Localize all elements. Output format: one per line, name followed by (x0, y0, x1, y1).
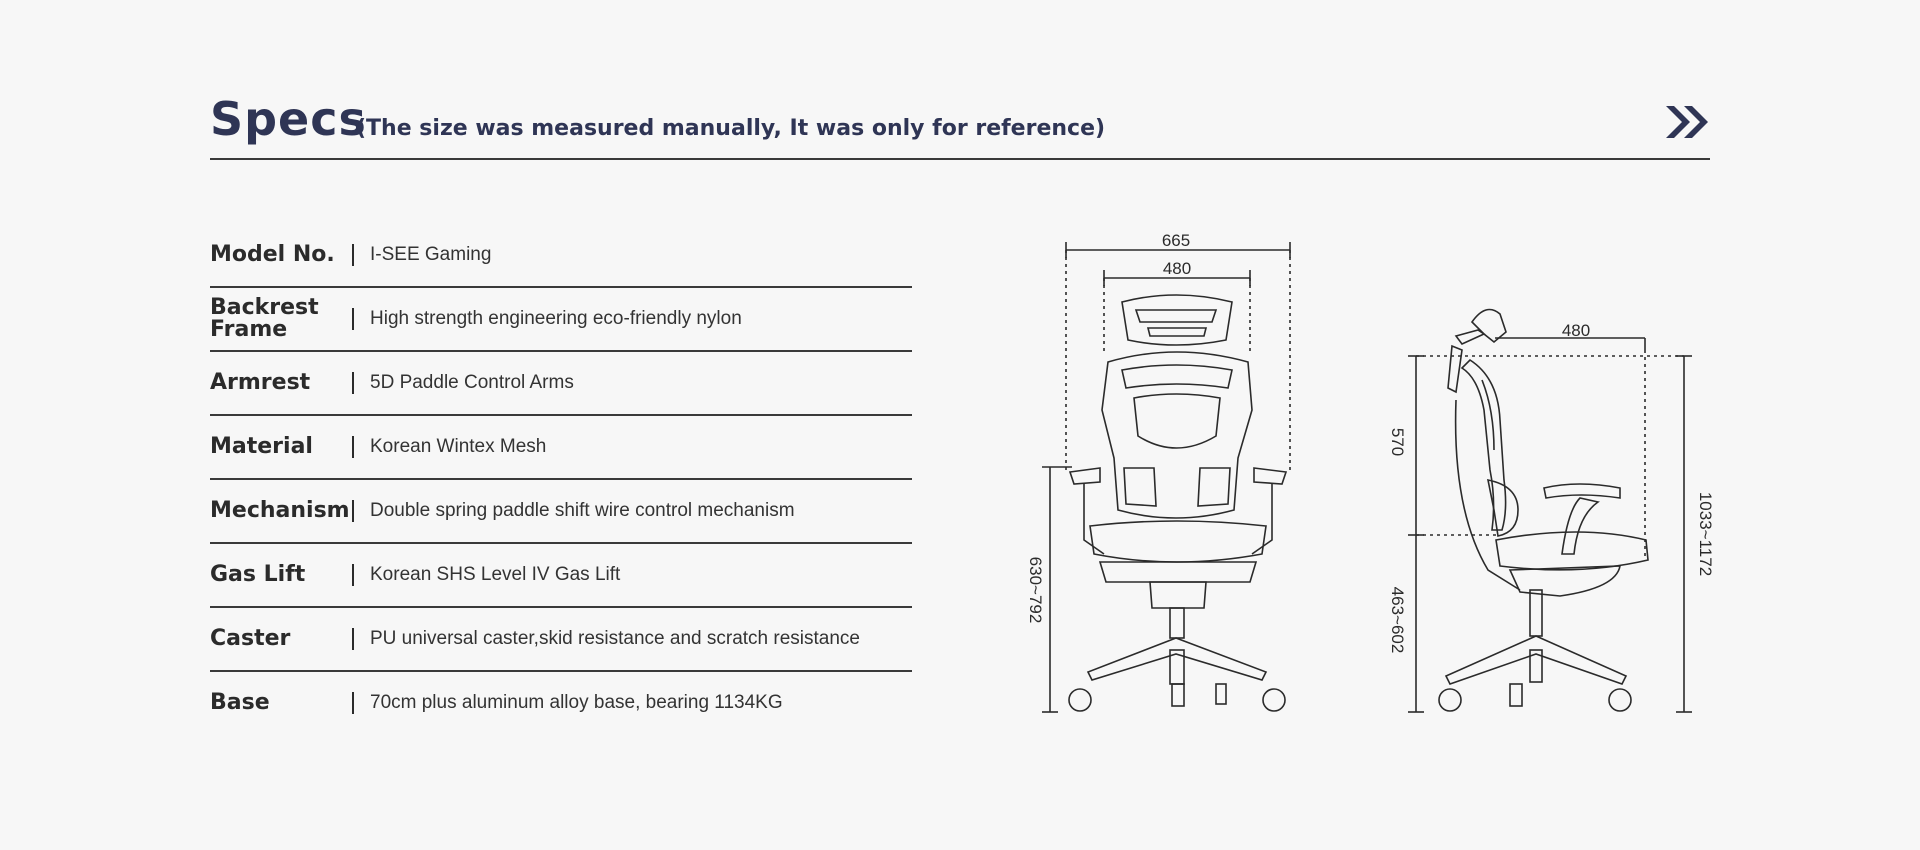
spec-value: High strength engineering eco-friendly nylon (370, 308, 742, 329)
spec-row-mechanism (210, 480, 912, 544)
spec-row-base (210, 672, 912, 734)
front-width-outer: 665 (1161, 231, 1191, 250)
specs-header (210, 92, 1710, 160)
front-height: 630~792 (1026, 556, 1045, 624)
divider (352, 564, 354, 586)
spec-value: Korean SHS Level IV Gas Lift (370, 564, 621, 585)
spec-label: Material (210, 434, 313, 459)
spec-value: Double spring paddle shift wire control mechanism (370, 500, 795, 521)
spec-row-backrest (210, 288, 912, 352)
spec-value: 5D Paddle Control Arms (370, 372, 574, 393)
divider (352, 372, 354, 394)
spec-label: Base (210, 690, 270, 715)
divider (352, 628, 354, 650)
spec-label: Backrest Frame (210, 295, 319, 342)
spec-value: 70cm plus aluminum alloy base, bearing 1134KG (370, 692, 783, 713)
front-width-inner: 480 (1162, 259, 1192, 278)
side-depth: 480 (1561, 321, 1591, 340)
double-chevron-right-icon[interactable] (1664, 102, 1710, 142)
spec-value: Korean Wintex Mesh (370, 436, 547, 457)
spec-label: Mechanism (210, 498, 350, 523)
spec-table (210, 224, 912, 734)
chair-dimension-drawing (1000, 210, 1720, 730)
side-seat-height: 463~602 (1388, 586, 1407, 654)
spec-label: Armrest (210, 370, 311, 395)
page-subtitle: (The size was measured manually, It was only for reference) (356, 116, 1106, 141)
spec-row-armrest (210, 352, 912, 416)
spec-value: I-SEE Gaming (370, 244, 492, 265)
chair-side-view (1439, 310, 1648, 712)
chair-front-view (1069, 295, 1286, 711)
spec-row-caster (210, 608, 912, 672)
spec-row-material (210, 416, 912, 480)
divider (352, 692, 354, 714)
divider (352, 308, 354, 330)
side-back-height: 570 (1388, 427, 1407, 457)
divider (352, 436, 354, 458)
spec-label: Gas Lift (210, 562, 306, 587)
spec-value: PU universal caster,skid resistance and scratch resistance (370, 628, 860, 649)
spec-row-model (210, 224, 912, 288)
page-title: Specs (210, 92, 367, 146)
side-dimensions (1408, 338, 1692, 712)
divider (352, 500, 354, 522)
divider (352, 244, 354, 266)
spec-label: Model No. (210, 242, 335, 267)
spec-label: Caster (210, 626, 291, 651)
spec-row-gas-lift (210, 544, 912, 608)
side-total-height: 1033~1172 (1696, 491, 1715, 577)
